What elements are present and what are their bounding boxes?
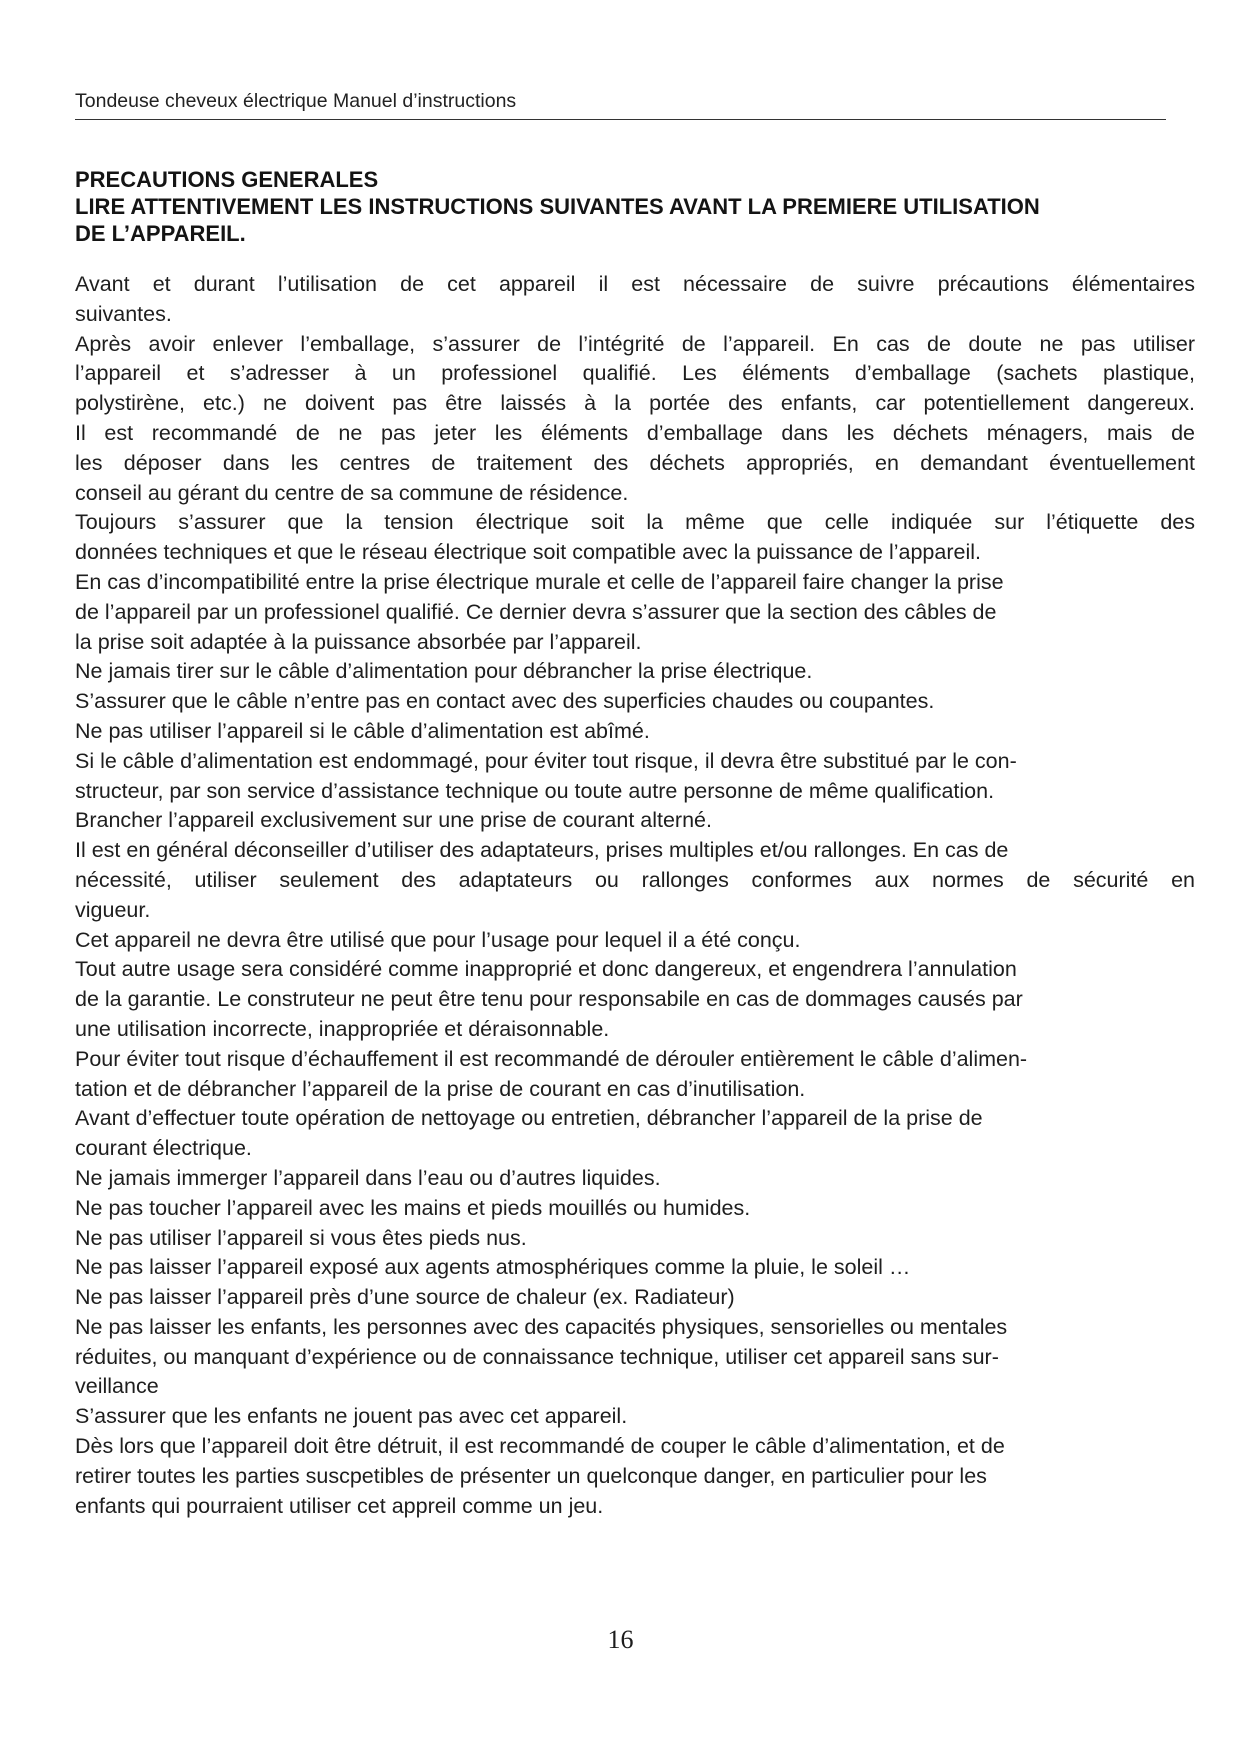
text-line: Cet appareil ne devra être utilisé que pour l’usage pour lequel il a été conçu. <box>75 927 801 952</box>
text-line: de l’appareil par un professionel qualifié. Ce dernier devra s’assurer que la section des câbles de <box>75 599 997 624</box>
text-line: structeur, par son service d’assistance technique ou toute autre personne de même qualification. <box>75 778 995 803</box>
manual-title: Tondeuse cheveux électrique Manuel d’instructions <box>75 90 517 112</box>
text-line: Ne jamais tirer sur le câble d’alimentation pour débrancher la prise électrique. <box>75 659 813 684</box>
text-line: retirer toutes les parties suscpetibles de présenter un quelconque danger, en particulier pour les <box>75 1463 987 1488</box>
text-line: Il est en général déconseiller d’utiliser des adaptateurs, prises multiples et/ou rallonges. En cas de <box>75 838 1009 863</box>
text-line: la prise soit adaptée à la puissance absorbée par l’appareil. <box>75 629 642 654</box>
text-line: Avant et durant l’utilisation de cet appareil il est nécessaire de suivre précautions élémentaires <box>75 272 1195 296</box>
text-line: Ne jamais immerger l’appareil dans l’eau ou d’autres liquides. <box>75 1165 661 1190</box>
text-line: les déposer dans les centres de traitement des déchets appropriés, en demandant éventuellement <box>75 450 1195 475</box>
heading-line: LIRE ATTENTIVEMENT LES INSTRUCTIONS SUIVANTES AVANT LA PREMIERE UTILISATION <box>75 194 1040 219</box>
text-line: nécessité, utiliser seulement des adaptateurs ou rallonges conformes aux normes de sécurité en <box>75 867 1195 892</box>
text-line: Dès lors que l’appareil doit être détruit, il est recommandé de couper le câble d’alimentation, et de <box>75 1434 1005 1459</box>
text-line: enfants qui pourraient utiliser cet appreil comme un jeu. <box>75 1493 604 1518</box>
text-line: réduites, ou manquant d’expérience ou de connaissance technique, utiliser cet appareil sans sur- <box>75 1344 999 1369</box>
text-line: veillance <box>75 1374 159 1399</box>
text-line: Avant d’effectuer toute opération de nettoyage ou entretien, débrancher l’appareil de la prise de <box>75 1106 983 1131</box>
text-line: une utilisation incorrecte, inappropriée et déraisonnable. <box>75 1016 610 1041</box>
text-line: Ne pas toucher l’appareil avec les mains et pieds mouillés ou humides. <box>75 1195 751 1220</box>
text-line: vigueur. <box>75 897 151 922</box>
section-heading <box>75 166 1195 247</box>
text-line: courant électrique. <box>75 1136 252 1161</box>
text-line: En cas d’incompatibilité entre la prise électrique murale et celle de l’appareil faire changer la prise <box>75 569 1004 594</box>
text-line: données techniques et que le réseau électrique soit compatible avec la puissance de l’appareil. <box>75 540 981 565</box>
text-line: Après avoir enlever l’emballage, s’assurer de l’intégrité de l’appareil. En cas de doute ne pas utiliser <box>75 331 1195 356</box>
text-line: Ne pas utiliser l’appareil si vous êtes pieds nus. <box>75 1225 527 1250</box>
heading-line: PRECAUTIONS GENERALES <box>75 167 379 192</box>
text-line: Ne pas laisser les enfants, les personnes avec des capacités physiques, sensorielles ou mentales <box>75 1314 1008 1339</box>
text-line: Ne pas utiliser l’appareil si le câble d’alimentation est abîmé. <box>75 718 650 743</box>
text-line: Brancher l’appareil exclusivement sur une prise de courant alterné. <box>75 808 712 833</box>
text-line: S’assurer que le câble n’entre pas en contact avec des superficies chaudes ou coupantes. <box>75 689 935 714</box>
text-line: S’assurer que les enfants ne jouent pas avec cet appareil. <box>75 1404 628 1429</box>
text-line: Si le câble d’alimentation est endommagé, pour éviter tout risque, il devra être substitué par le con- <box>75 748 1017 773</box>
text-line: de la garantie. Le construteur ne peut être tenu pour responsabile en cas de dommages causés par <box>75 987 1023 1012</box>
heading-line: DE L’APPAREIL. <box>75 221 246 246</box>
text-line: suivantes. <box>75 301 172 326</box>
text-line: Ne pas laisser l’appareil exposé aux agents atmosphériques comme la pluie, le soleil … <box>75 1255 911 1280</box>
text-line: Pour éviter tout risque d’échauffement il est recommandé de dérouler entièrement le câble d’alimen- <box>75 1046 1028 1071</box>
precautions-text <box>75 270 1195 1521</box>
text-line: Toujours s’assurer que la tension électrique soit la même que celle indiquée sur l’étiquette des <box>75 510 1195 535</box>
page-header <box>75 89 1166 120</box>
text-line: tation et de débrancher l’appareil de la prise de courant en cas d’inutilisation. <box>75 1076 806 1101</box>
text-line: l’appareil et s’adresser à un professionel qualifié. Les éléments d’emballage (sachets plastique, <box>75 361 1195 386</box>
text-line: Il est recommandé de ne pas jeter les éléments d’emballage dans les déchets ménagers, mais de <box>75 420 1195 445</box>
text-line: polystirène, etc.) ne doivent pas être laissés à la portée des enfants, car potentiellement dangereux. <box>75 391 1195 416</box>
text-line: Ne pas laisser l’appareil près d’une source de chaleur (ex. Radiateur) <box>75 1285 735 1310</box>
text-line: Tout autre usage sera considéré comme inapproprié et donc dangereux, et engendrera l’annulation <box>75 957 1017 982</box>
text-line: conseil au gérant du centre de sa commune de résidence. <box>75 480 629 505</box>
page-number: 16 <box>607 1625 634 1654</box>
